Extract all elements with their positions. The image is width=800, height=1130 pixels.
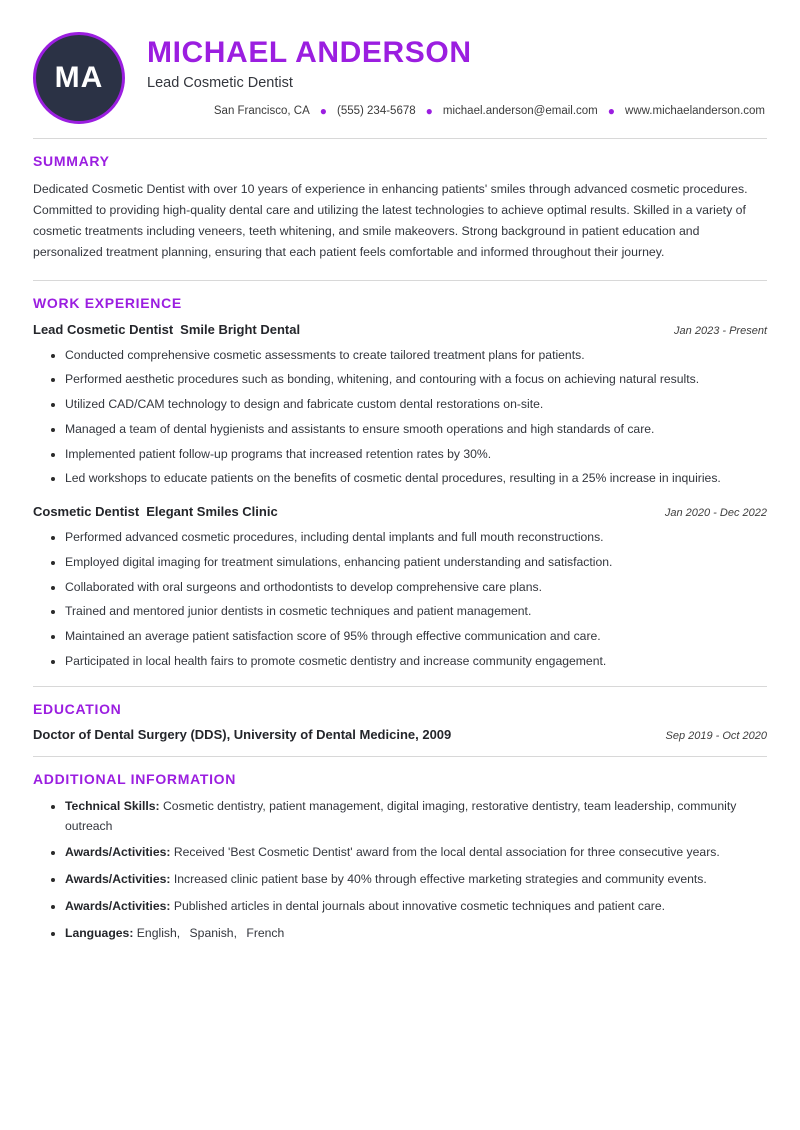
section-title-education: EDUCATION [33,700,122,717]
additional-information-list [33,797,767,944]
languages-label: Languages: [65,925,134,940]
bullet-separator-icon: ● [607,104,616,118]
experience-role: Cosmetic Dentist [33,504,140,520]
contact-phone[interactable]: (555) 234-5678 [337,105,416,117]
list-item: Participated in local health fairs to promote cosmetic dentistry and increase community engagement. [55,652,767,672]
list-item [55,870,767,890]
section-title-additional-information: ADDITIONAL INFORMATION [33,770,237,787]
education-degree: Doctor of Dental Surgery (DDS), University of Dental Medicine, 2009 [33,726,452,742]
section-additional-information [33,757,767,944]
section-title-summary: SUMMARY [33,153,110,169]
contact-line [147,105,767,117]
section-work-experience [33,281,767,672]
list-item [55,897,767,917]
list-item: Collaborated with oral surgeons and orthodontists to develop comprehensive care plans. [55,578,767,598]
contact-email[interactable]: michael.anderson@email.com [442,105,598,117]
experience-entry [33,503,767,672]
experience-entry-header [33,503,767,521]
education-date: Sep 2019 - Oct 2020 [665,729,767,742]
experience-company: Smile Bright Dental [180,321,301,337]
experience-entry [33,321,767,490]
list-item: Trained and mentored junior dentists in cosmetic techniques and patient management. [55,602,767,622]
contact-location: San Francisco, CA [213,105,310,117]
contact-website[interactable]: www.michaelanderson.com [625,105,765,117]
item-text: Increased clinic patient base by 40% through effective marketing strategies and community events. [173,872,707,887]
experience-bullets [33,528,767,672]
section-title-work-experience: WORK EXPERIENCE [33,294,182,311]
experience-bullets [33,346,767,490]
list-item [55,843,767,863]
list-item: Employed digital imaging for treatment simulations, enhancing patient understanding and satisfaction. [55,553,767,573]
avatar [33,32,125,124]
resume-header [33,30,767,138]
experience-date: Jan 2020 - Dec 2022 [664,507,767,520]
page-title: MICHAEL ANDERSON [147,36,472,69]
experience-entry-titleline [33,321,300,339]
header-text-block [125,30,767,117]
experience-role: Lead Cosmetic Dentist [33,321,174,337]
bullet-separator-icon: ● [425,104,433,118]
language-value: French [246,925,285,940]
item-label: Awards/Activities: [65,872,171,887]
item-text: Cosmetic dentistry, patient management, digital imaging, restorative dentistry, team leadership, community outreach [65,798,737,833]
list-item: Performed advanced cosmetic procedures, including dental implants and full mouth reconstructions. [55,528,767,548]
job-title: Lead Cosmetic Dentist [147,75,293,91]
bullet-separator-icon: ● [319,104,327,118]
experience-company: Elegant Smiles Clinic [146,504,278,520]
list-item [55,797,767,837]
item-text: Published articles in dental journals about innovative cosmetic techniques and patient care. [173,898,666,913]
experience-entry-header [33,321,767,339]
section-education [33,687,767,742]
list-item: Performed aesthetic procedures such as bonding, whitening, and contouring with a focus on achieving natural results. [55,370,767,390]
experience-entry-titleline [33,503,278,521]
item-label: Technical Skills: [65,798,160,813]
item-label: Awards/Activities: [65,898,171,913]
list-item: Implemented patient follow-up programs that increased retention rates by 30%. [55,445,767,465]
education-entry [33,727,767,742]
language-value: Spanish, [189,925,237,940]
item-label: Awards/Activities: [65,845,171,860]
language-value: English, [136,925,181,940]
list-item: Led workshops to educate patients on the benefits of cosmetic dental procedures, resulting in a 25% increase in inquiries. [55,469,767,489]
list-item: Conducted comprehensive cosmetic assessments to create tailored treatment plans for patients. [55,346,767,366]
list-item: Managed a team of dental hygienists and assistants to ensure smooth operations and high standards of care. [55,420,767,440]
item-text: Received 'Best Cosmetic Dentist' award from the local dental association for three consecutive years. [173,845,720,860]
avatar-initials: MA [54,61,104,94]
list-item-languages [55,924,767,944]
section-summary [33,139,767,264]
summary-text: Dedicated Cosmetic Dentist with over 10 years of experience in enhancing patients' smiles through advanced cosmetic procedures. Committed to providing high-quality dental care and utilizing the latest technologies to achieve optimal results. Skilled in a variety of cosmetic treatments including veneers, teeth whitening, and smile makeovers. Strong background in patient education and personalized treatment planning, ensuring that each patient feels comfortable and informed throughout their journey. [33,182,748,260]
list-item: Maintained an average patient satisfaction score of 95% through effective communication and care. [55,627,767,647]
list-item: Utilized CAD/CAM technology to design and fabricate custom dental restorations on-site. [55,395,767,415]
experience-date: Jan 2023 - Present [674,324,767,337]
